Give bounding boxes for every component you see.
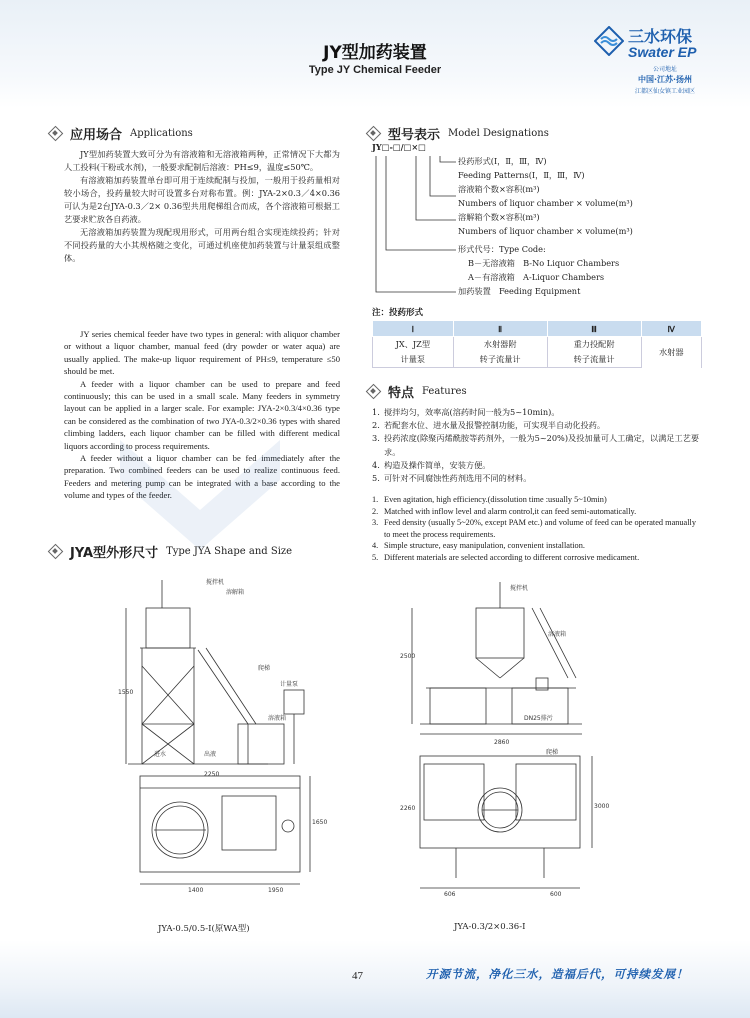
list-item: 4. 构造及操作简单，安装方便。: [372, 459, 491, 470]
list-item: 5. 可针对不同腐蚀性药剂选用不同的材料。: [372, 473, 532, 484]
left-technical-drawing: [118, 574, 328, 914]
list-item: 1. Even agitation, high efficiency.(dissolution time :usually 5~10min): [372, 495, 607, 504]
model-heading: [366, 124, 549, 142]
table-header: Ⅱ: [453, 321, 547, 337]
table-header: Ⅲ: [547, 321, 641, 337]
left-dim: 1400: [188, 887, 204, 894]
table-row: [373, 337, 702, 353]
left-dim: 1950: [268, 887, 284, 894]
company-logo: [592, 22, 742, 102]
applications-heading: [48, 124, 193, 142]
features-en-list: [372, 494, 702, 564]
diamond-bullet-icon: [48, 544, 62, 558]
shape-heading-en: Type JYA Shape and Size: [166, 545, 293, 557]
applications-heading-en: Applications: [130, 127, 193, 139]
list-item: 2. Matched with inflow level and alarm control,it can feed semi-automatically.: [372, 506, 637, 516]
shape-heading-cn: JYA型外形尺寸: [70, 545, 159, 561]
table-cell: 计量泵: [373, 352, 454, 368]
table-cell: 转子流量计: [453, 352, 547, 368]
right-dim: 2260: [400, 805, 416, 812]
table-cell: 水射器附: [453, 337, 547, 353]
right-dim: 3000: [594, 803, 610, 810]
model-code: JY□-□/□×□: [372, 142, 426, 152]
features-heading-en: Features: [422, 385, 467, 397]
model-label: Feeding Patterns(Ⅰ，Ⅱ，Ⅲ，Ⅳ): [458, 170, 585, 180]
table-header: Ⅰ: [373, 321, 454, 337]
watermark-chevron: [120, 440, 280, 550]
right-drawing-caption: JYA-0.3/2×0.36-Ⅰ: [454, 922, 526, 932]
model-label: Numbers of liquor chamber × volume(m³): [458, 226, 633, 236]
logo-name-cn: 三水环保: [628, 27, 693, 46]
table-header-row: [373, 321, 702, 337]
model-designation-diagram: [372, 142, 637, 306]
list-item: 4. Simple structure, easy manipulation, convenient installation.: [372, 541, 585, 551]
left-dim: 1550: [118, 689, 134, 696]
applications-en-paragraph: A feeder without a liquor chamber can be fed immediately after the preparation. Two combined feeders can be used to realize continuous feed. Feeders and metering pump can be integrated with a base according to the volume and types of the feeder.: [64, 453, 340, 501]
logo-line2: 中国·江苏·扬州: [637, 75, 693, 84]
list-item: 1. 搅拌均匀，效率高(溶药时间一般为5~10min)。: [372, 407, 560, 417]
diamond-bullet-icon: [366, 384, 380, 398]
model-label: 加药装置 Feeding Equipment: [458, 286, 581, 296]
model-label: A－有溶液箱 A-Liquor Chambers: [468, 272, 605, 282]
applications-heading-cn: 应用场合: [70, 127, 123, 143]
model-heading-cn: 型号表示: [388, 127, 441, 143]
model-label: 溶液箱个数×容积(m³): [458, 184, 540, 194]
left-drawing-caption: JYA-0.5/0.5-Ⅰ(原WA型): [158, 924, 250, 934]
right-dim: 2860: [494, 739, 510, 746]
table-cell: 重力投配附: [547, 337, 641, 353]
shape-heading: [48, 542, 292, 560]
left-label-tank: 溶解箱: [226, 589, 245, 596]
applications-en-paragraph: JY series chemical feeder have two types in general: with aliquor chamber or without a liquor chamber, manual feed (dry powder or water aqua) are usually applied. The make-up liquor requirement of PH≤9, temperature ≤50 should be met.: [64, 329, 340, 377]
page-subtitle: Type JY Chemical Feeder: [308, 64, 442, 76]
applications-cn-paragraph: 有溶液箱加药装置单台即可用于连续配制与投加，一般用于投药量相对较小场合，投药量较大时可设置多台对称布置。例：JYA-2×0.3／4×0.36可认为是2台JYA-0.3／2× 0.36型共用爬梯组合而成，各个溶液箱可根据工艺要求贮放各自药液。: [64, 175, 340, 224]
right-label-ladder: 爬梯: [546, 749, 559, 756]
footer-slogan: 开源节流，净化三水，造福后代，可持续发展！: [426, 967, 689, 981]
page-title: JY型加药装置: [323, 43, 427, 63]
feed-forms-table: [372, 320, 702, 368]
model-label: Numbers of liquor chamber × volume(m³): [458, 198, 633, 208]
list-item: 5. Different materials are selected according to different corrosive medicament.: [372, 552, 640, 562]
left-label-inlet: 进水: [154, 751, 167, 758]
applications-cn-paragraph: JY型加药装置大致可分为有溶液箱和无溶液箱两种，正常情况下大都为人工投料(干粉或水剂)，一般要求配制后溶液：PH≤9，温度≤50℃。: [64, 149, 340, 172]
model-label: B－无溶液箱 B-No Liquor Chambers: [468, 258, 620, 268]
right-dim: 606: [444, 891, 456, 898]
table-cell: 转子流量计: [547, 352, 641, 368]
right-label-dn: DN25排污: [524, 715, 553, 722]
diamond-bullet-icon: [48, 126, 62, 140]
model-label: 形式代号：Type Code:: [458, 244, 546, 254]
logo-name-en: Swater EP: [628, 44, 697, 60]
applications-en-paragraph: A feeder with a liquor chamber can be used to prepare and feed continuously; this can be used in a small scale. Many feeders in symmetry layout can be applied in a larger scale. For example: JYA-2×0.3/4×0.36 type can be considered as the combination of two JYA-0.3/2×0.36 types with shared climbing ladders, each liquor chamber can be filled with different medical liquors according to process requirements.: [64, 378, 340, 451]
left-dim: 1650: [312, 819, 328, 826]
left-label-solution: 溶液箱: [268, 715, 287, 722]
table-cell: JX、JZ型: [373, 337, 454, 353]
page-number: 47: [352, 970, 363, 982]
features-heading-cn: 特点: [388, 385, 415, 401]
list-item: 3. 投药浓度(除聚丙烯酰胺等药剂外，一般为5~20%)及投加量可人工确定，以满足工艺要求。: [372, 433, 700, 457]
right-dim: 2500: [400, 653, 416, 660]
right-technical-drawing: [400, 578, 610, 918]
table-header: Ⅳ: [641, 321, 701, 337]
list-item: 2. 若配套水位、进水量及报警控制功能，可实现半自动化投药。: [372, 420, 606, 431]
model-heading-en: Model Designations: [448, 127, 549, 139]
feed-forms-note: 注：投药形式: [372, 308, 424, 318]
features-cn-list: [372, 406, 702, 485]
right-label-stirrer: 搅拌机: [510, 585, 529, 592]
model-label: 溶解箱个数×容积(m³): [458, 212, 540, 222]
model-label: 投药形式(Ⅰ，Ⅱ，Ⅲ，Ⅳ): [458, 156, 547, 166]
left-label-outlet: 出液: [204, 751, 217, 758]
logo-line3: 江都区仙女镇工业园区: [634, 88, 695, 95]
list-item: 3. Feed density (usually 5~20%, except PAM etc.) and volume of feed can be operated manually to meet the process requirements.: [372, 518, 696, 539]
right-dim: 600: [550, 891, 562, 898]
logo-line1: 公司地址: [652, 66, 677, 73]
applications-cn-text: [64, 148, 340, 265]
left-dim: 2250: [204, 771, 220, 778]
features-heading: [366, 382, 467, 400]
applications-cn-paragraph: 无溶液箱加药装置为现配现用形式，可用两台组合实现连续投药；针对不同投药量的大小其规格随之变化，可通过机座使加药装置与计量泵组成整体。: [64, 227, 340, 263]
left-label-ladder: 爬梯: [258, 665, 271, 672]
right-label-solution: 溶液箱: [548, 631, 567, 638]
table-cell: 水射器: [641, 337, 701, 368]
left-label-meter: 计量泵: [280, 681, 299, 688]
diamond-bullet-icon: [366, 126, 380, 140]
left-label-stirrer: 搅拌机: [206, 579, 225, 586]
logo-mark-icon: [594, 26, 624, 56]
